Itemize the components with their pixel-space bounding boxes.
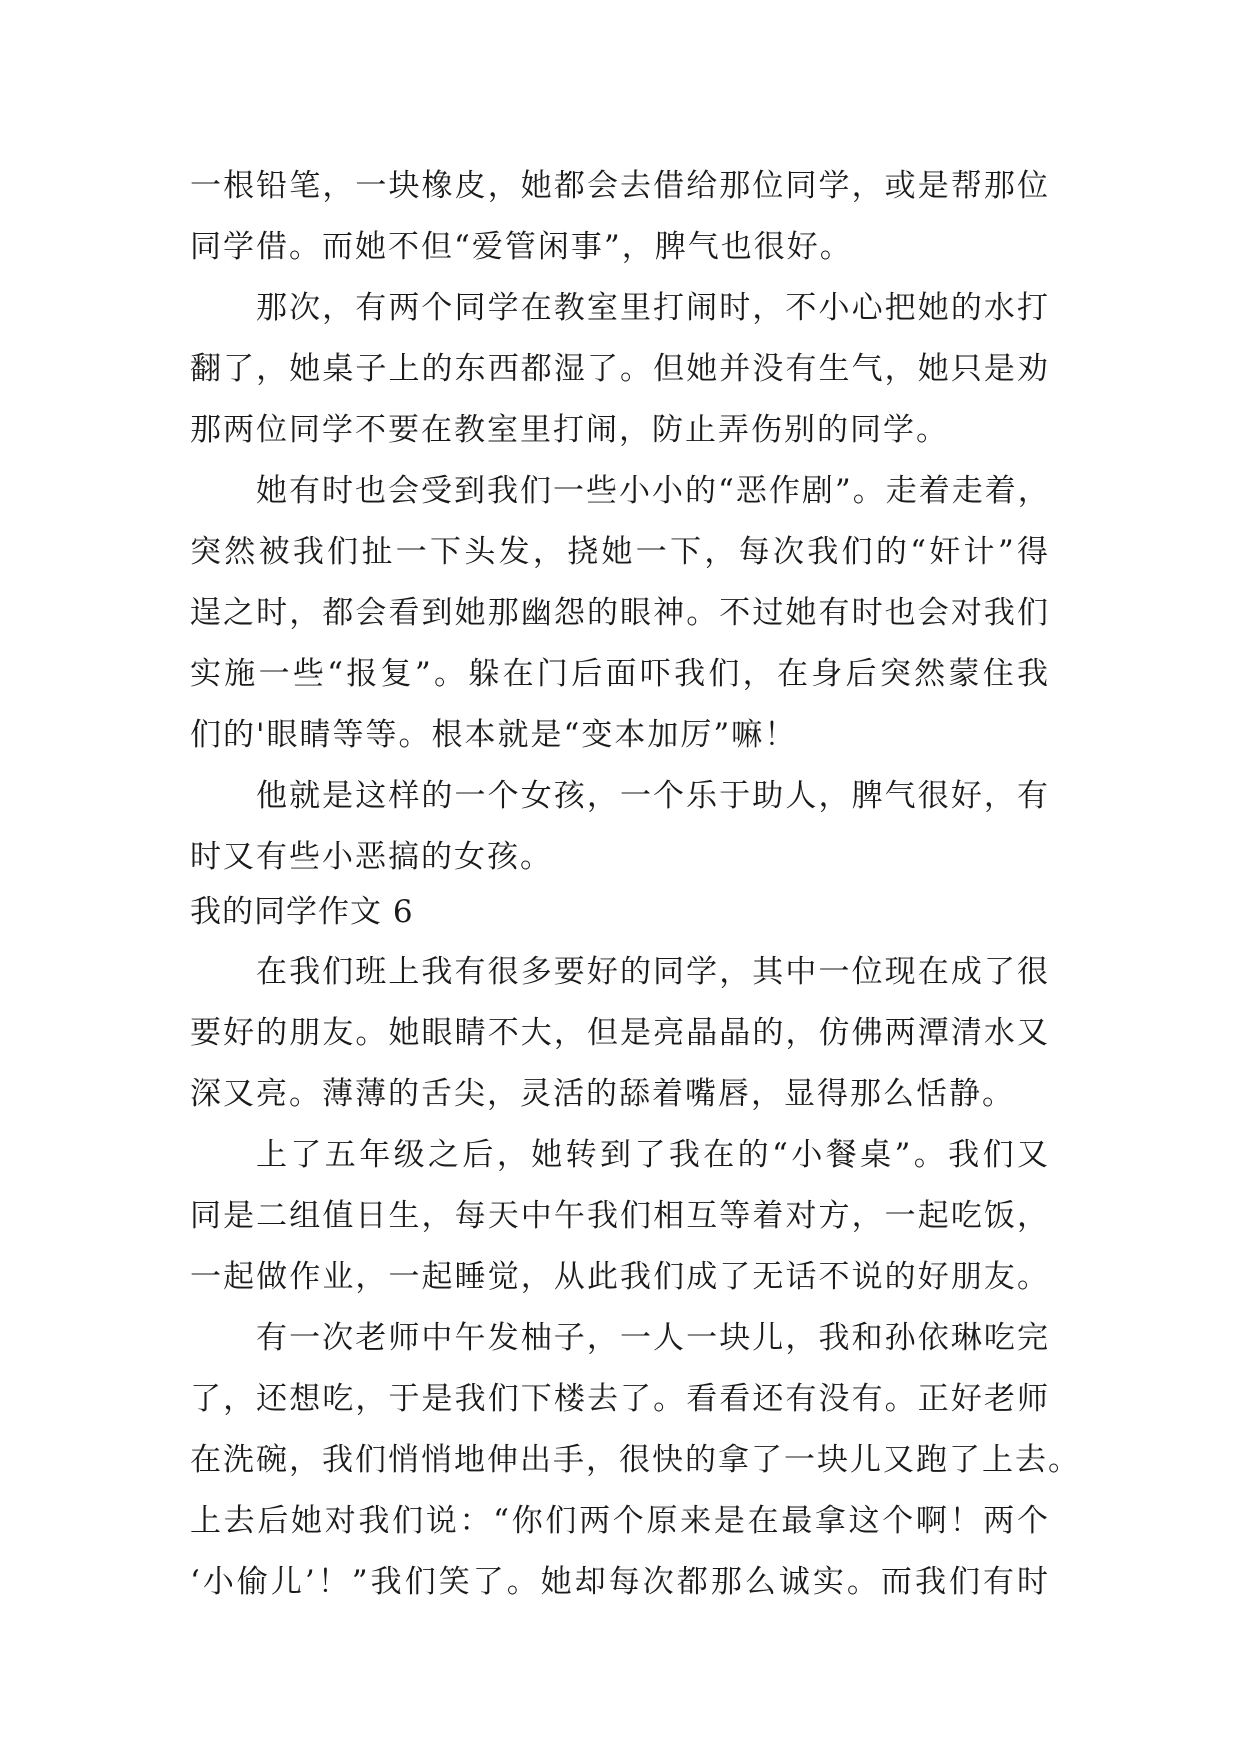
text-line: 同是二组值日生，每天中午我们相互等着对方，一起吃饭， [190,1198,1050,1234]
text-line: 在洗碗，我们悄悄地伸出手，很快的拿了一块儿又跑了上去。 [190,1442,1081,1478]
text-line: 上了五年级之后，她转到了我在的“小餐桌”。我们又 [256,1137,1050,1173]
text-line: ‘小偷儿’！”我们笑了。她却每次都那么诚实。而我们有时 [190,1564,1050,1600]
text-line: 那次，有两个同学在教室里打闹时，不小心把她的水打 [256,290,1050,326]
text-line: 那两位同学不要在教室里打闹，防止弄伤别的同学。 [190,412,949,448]
text-line: 逞之时，都会看到她那幽怨的眼神。不过她有时也会对我们 [190,595,1050,631]
text-line: 他就是这样的一个女孩，一个乐于助人，脾气很好，有 [256,778,1050,814]
section-heading: 我的同学作文 6 [190,894,414,930]
text-line: 她有时也会受到我们一些小小的“恶作剧”。走着走着， [256,473,1051,509]
text-line: 们的'眼睛等等。根本就是“变本加厉”嘛！ [190,717,798,753]
text-line: 同学借。而她不但“爱管闲事”，脾气也很好。 [190,229,853,265]
text-line: 了，还想吃，于是我们下楼去了。看看还有没有。正好老师 [190,1381,1050,1417]
text-line: 在我们班上我有很多要好的同学，其中一位现在成了很 [256,954,1050,990]
text-line: 实施一些“报复”。躲在门后面吓我们，在身后突然蒙住我 [190,656,1050,692]
text-line: 上去后她对我们说：“你们两个原来是在最拿这个啊！两个 [190,1503,1050,1539]
text-line: 一根铅笔，一块橡皮，她都会去借给那位同学，或是帮那位 [190,168,1050,204]
text-line: 时又有些小恶搞的女孩。 [190,839,553,875]
text-line: 深又亮。薄薄的舌尖，灵活的舔着嘴唇，显得那么恬静。 [190,1076,1015,1112]
text-line: 要好的朋友。她眼睛不大，但是亮晶晶的，仿佛两潭清水又 [190,1015,1050,1051]
text-line: 有一次老师中午发柚子，一人一块儿，我和孙依琳吃完 [256,1320,1050,1356]
text-line: 突然被我们扯一下头发，挠她一下，每次我们的“奸计”得 [190,534,1050,570]
text-line: 一起做作业，一起睡觉，从此我们成了无话不说的好朋友。 [190,1259,1050,1295]
text-line: 翻了，她桌子上的东西都湿了。但她并没有生气，她只是劝 [190,351,1050,387]
